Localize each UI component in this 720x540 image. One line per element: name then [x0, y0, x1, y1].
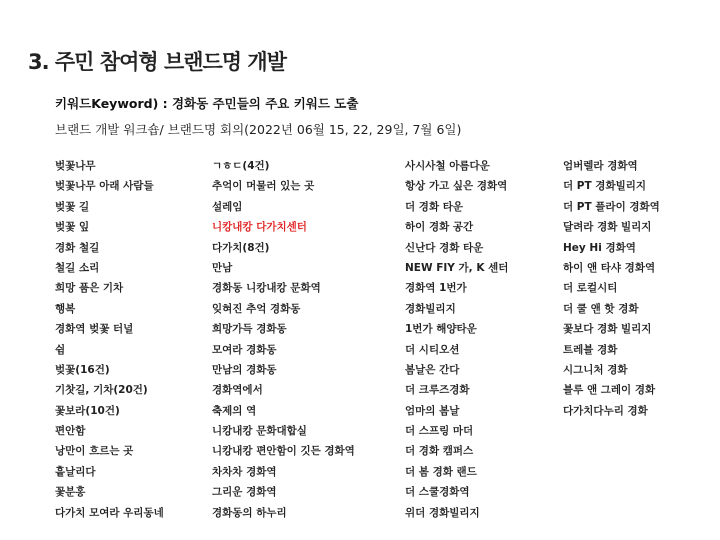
keyword-column-2 — [212, 156, 355, 523]
keyword-column-1 — [55, 156, 164, 523]
keyword-item: 1번가 해양타운 — [405, 323, 477, 336]
keyword-item: 더 경화 타운 — [405, 200, 464, 213]
keyword-item: 경화동 니캉내캉 문화역 — [212, 282, 321, 295]
keyword-item: 달려라 경화 빌리지 — [563, 221, 652, 234]
keyword-item: 꽃보라(10건) — [55, 404, 120, 417]
keyword-item: 축제의 역 — [212, 404, 257, 417]
keyword-item: 엄마의 봄날 — [405, 404, 460, 417]
keyword-item: 희망 품은 기차 — [55, 282, 124, 295]
keyword-item: 다가치 모여라 우리동네 — [55, 506, 164, 519]
keyword-item: 잊혀진 추억 경화동 — [212, 302, 301, 315]
keyword-item: 더 시티오션 — [405, 343, 460, 356]
keyword-item: 더 경화 캠퍼스 — [405, 445, 474, 458]
keyword-subheading: 브랜드 개발 워크숍/ 브랜드명 회의(2022년 06월 15, 22, 29일, 7월 6일) — [55, 122, 462, 137]
keyword-item: 벚꽃나무 아래 사람들 — [55, 180, 154, 193]
keyword-item: 벚꽃나무 — [55, 160, 96, 172]
keyword-item: 흩날리다 — [55, 465, 96, 478]
keyword-item: 쉼 — [55, 343, 66, 356]
keyword-item: 희망가득 경화동 — [212, 323, 287, 336]
keyword-item: 행복 — [55, 302, 76, 315]
page-title: 3. 주민 참여형 브랜드명 개발 — [28, 50, 286, 74]
keyword-item: 니캉내캉 문화대합실 — [212, 425, 307, 438]
keyword-item: 트레블 경화 — [563, 343, 618, 356]
keyword-item: 더 스쿨경화역 — [405, 486, 470, 499]
keyword-item: 편안함 — [55, 425, 86, 438]
keyword-item: 경화 철길 — [55, 241, 100, 254]
keyword-item: 경화역 벚꽃 터널 — [55, 323, 134, 336]
keyword-heading: 키워드Keyword) : 경화동 주민들의 주요 키워드 도출 — [55, 96, 359, 111]
keyword-item: 하이 경화 공간 — [405, 221, 474, 234]
keyword-item: 사시사철 아름다운 — [405, 160, 490, 172]
keyword-item: 신난다 경화 타운 — [405, 241, 484, 254]
keyword-item: 더 로컬시티 — [563, 282, 618, 295]
keyword-item: 경화빌리지 — [405, 302, 456, 315]
keyword-item: 경화동의 하누리 — [212, 506, 287, 519]
keyword-item: 봄날은 간다 — [405, 363, 460, 376]
keyword-item: 다가치다누리 경화 — [563, 404, 648, 417]
keyword-item: 꽃분홍 — [55, 486, 86, 499]
keyword-item: 추억이 머물러 있는 곳 — [212, 180, 315, 193]
keyword-item: 더 스프링 마더 — [405, 425, 474, 438]
keyword-item: 기찻길, 기차(20건) — [55, 384, 148, 397]
keyword-item: 엄버렐라 경화역 — [563, 160, 638, 172]
keyword-item: 더 PT 경화빌리지 — [563, 180, 647, 193]
keyword-item: 블루 앤 그레이 경화 — [563, 384, 656, 397]
keyword-item: 만남 — [212, 261, 233, 274]
keyword-item: 벚꽃(16건) — [55, 363, 110, 376]
keyword-item: 철길 소리 — [55, 261, 100, 274]
keyword-item: 낭만이 흐르는 곳 — [55, 445, 134, 458]
keyword-item: 위더 경화빌리지 — [405, 506, 480, 519]
keyword-item: 설레임 — [212, 200, 243, 213]
keyword-item: 니캉내캉 편안함이 깃든 경화역 — [212, 445, 355, 458]
keyword-item: 다가치(8건) — [212, 241, 270, 254]
keyword-item: 만남의 경화동 — [212, 363, 277, 376]
keyword-item: 그리운 경화역 — [212, 486, 277, 499]
keyword-column-3 — [405, 156, 508, 523]
keyword-item: 경화역에서 — [212, 384, 263, 397]
keyword-item: 벚꽃 길 — [55, 200, 90, 213]
keyword-item: 차차차 경화역 — [212, 465, 277, 478]
keyword-item: 경화역 1번가 — [405, 282, 467, 295]
keyword-column-4 — [563, 156, 660, 421]
keyword-item: 더 봄 경화 랜드 — [405, 465, 477, 478]
keyword-item: 모여라 경화동 — [212, 343, 277, 356]
keyword-item: 시그니처 경화 — [563, 363, 628, 376]
keyword-item: 더 PT 플라이 경화역 — [563, 200, 660, 213]
keyword-item: ㄱㅎㄷ(4건) — [212, 160, 270, 172]
keyword-item: 더 쿨 앤 핫 경화 — [563, 302, 639, 315]
keyword-item: 하이 앤 타샤 경화역 — [563, 261, 656, 274]
keyword-item: NEW FIY 가, K 센터 — [405, 261, 509, 274]
keyword-item-highlighted: 니캉내캉 다가치센터 — [212, 221, 307, 234]
keyword-item: Hey Hi 경화역 — [563, 241, 636, 254]
keyword-item: 벚꽃 잎 — [55, 221, 90, 234]
keyword-item: 더 크루즈경화 — [405, 384, 470, 397]
keyword-item: 꽃보다 경화 빌리지 — [563, 323, 652, 336]
keyword-item: 항상 가고 싶은 경화역 — [405, 180, 508, 193]
